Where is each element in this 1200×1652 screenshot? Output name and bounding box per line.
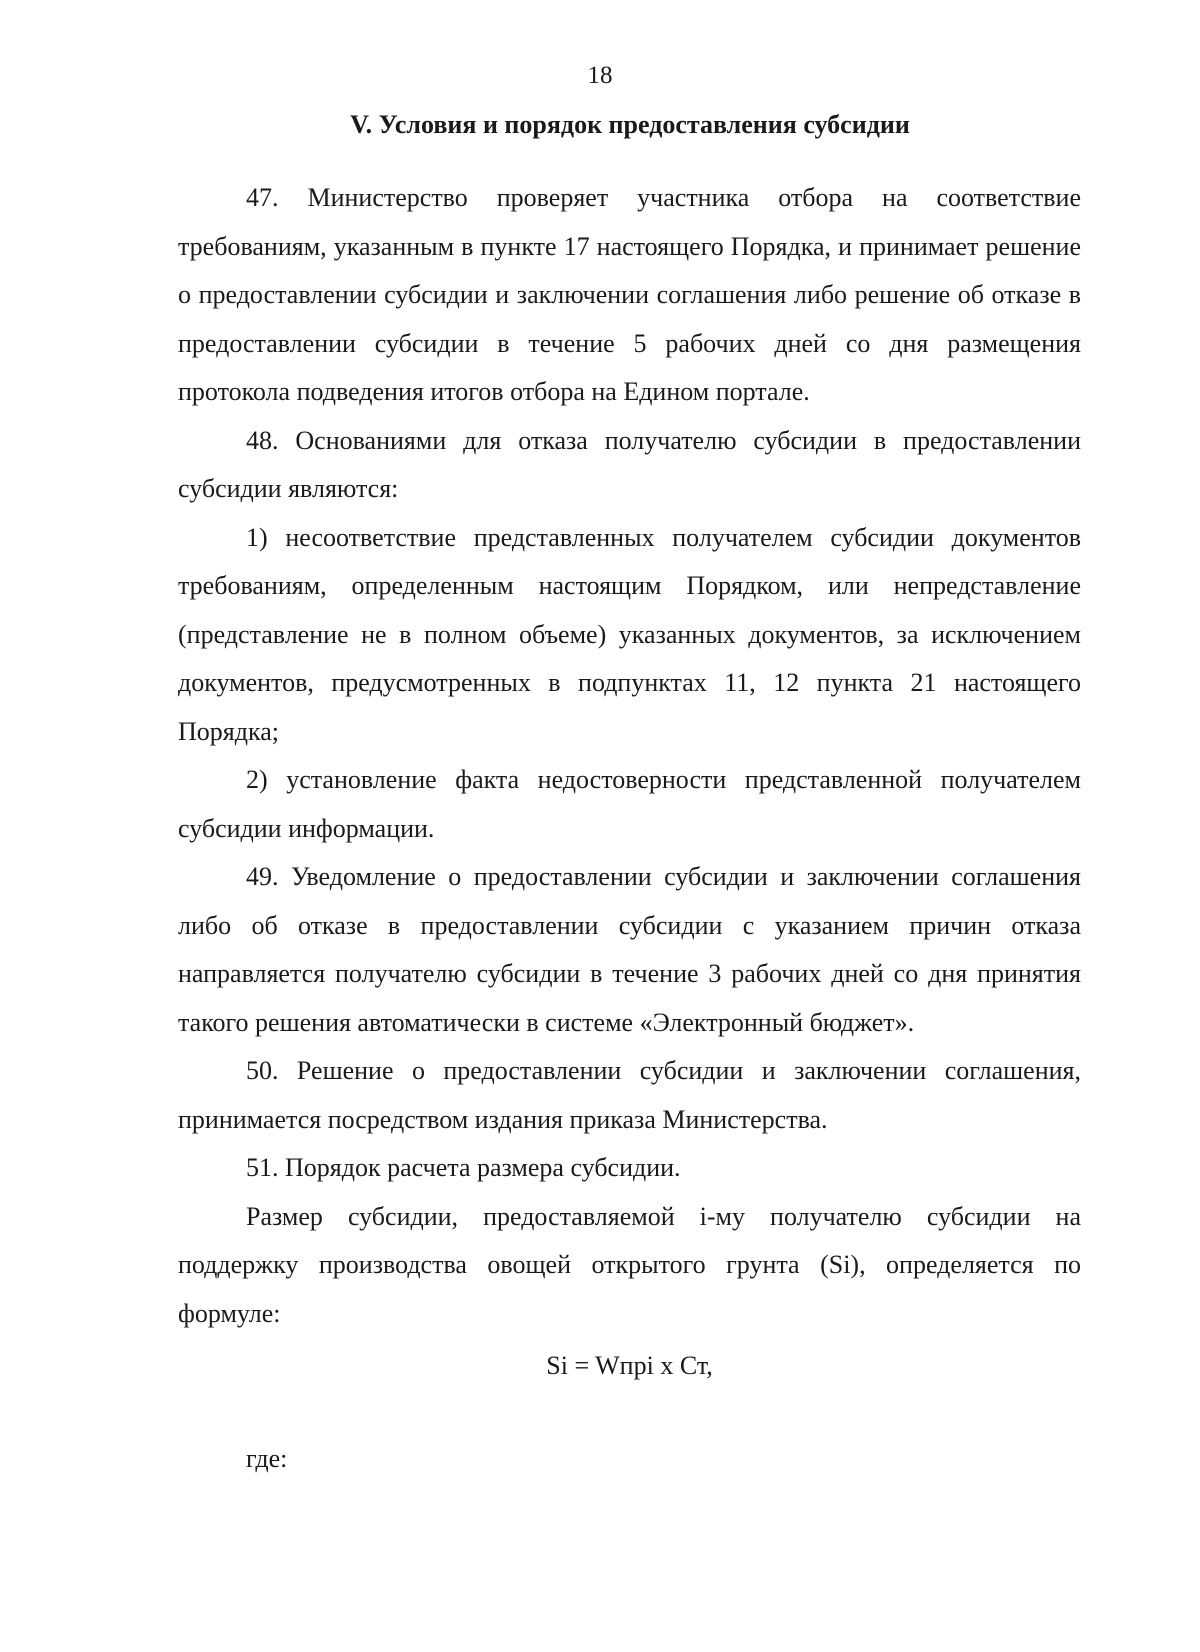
document-body [178,174,1081,1483]
paragraph-49: 49. Уведомление о предоставлении субсидии и заключении соглашения либо об отказе в предоставлении субсидии с указанием причин отказа направляется получателю субсидии в течение 3 рабочих дней со дня принятия такого решения автоматически в системе «Электронный бюджет». [178,862,1081,1037]
paragraph-48-item-2: 2) установление факта недостоверности представленной получателем субсидии информации. [178,765,1081,843]
paragraph-51-text: Размер субсидии, предоставляемой i-му получателю субсидии на поддержку производства овощей открытого грунта (Si), определяется по формуле: [178,1201,1081,1328]
paragraph-48: 48. Основаниями для отказа получателю субсидии в предоставлении субсидии являются: [178,425,1081,503]
paragraph-50: 50. Решение о предоставлении субсидии и заключении соглашения, принимается посредством издания приказа Министерства. [178,1056,1081,1134]
where-label: где: [246,1443,288,1473]
paragraph-51: 51. Порядок расчета размера субсидии. [246,1153,681,1182]
paragraph-47: 47. Министерство проверяет участника отбора на соответствие требованиям, указанным в пункте 17 настоящего Порядка, и принимает решение о предоставлении субсидии и заключении соглашения либо решение об отказе в предоставлении субсидии в течение 5 рабочих дней со дня размещения протокола подведения итогов отбора на Едином портале. [178,183,1081,406]
page-number: 18 [587,62,613,89]
paragraph-48-item-1: 1) несоответствие представленных получателем субсидии документов требованиям, определенным настоящим Порядком, или непредставление (представление не в полном объеме) указанных документов, за исключением документов, предусмотренных в подпунктах 11, 12 пункта 21 настоящего Порядка; [178,522,1081,746]
formula: Si = Wпрi x Ст, [546,1351,713,1380]
section-title: V. Условия и порядок предоставления субсидии [350,110,910,139]
